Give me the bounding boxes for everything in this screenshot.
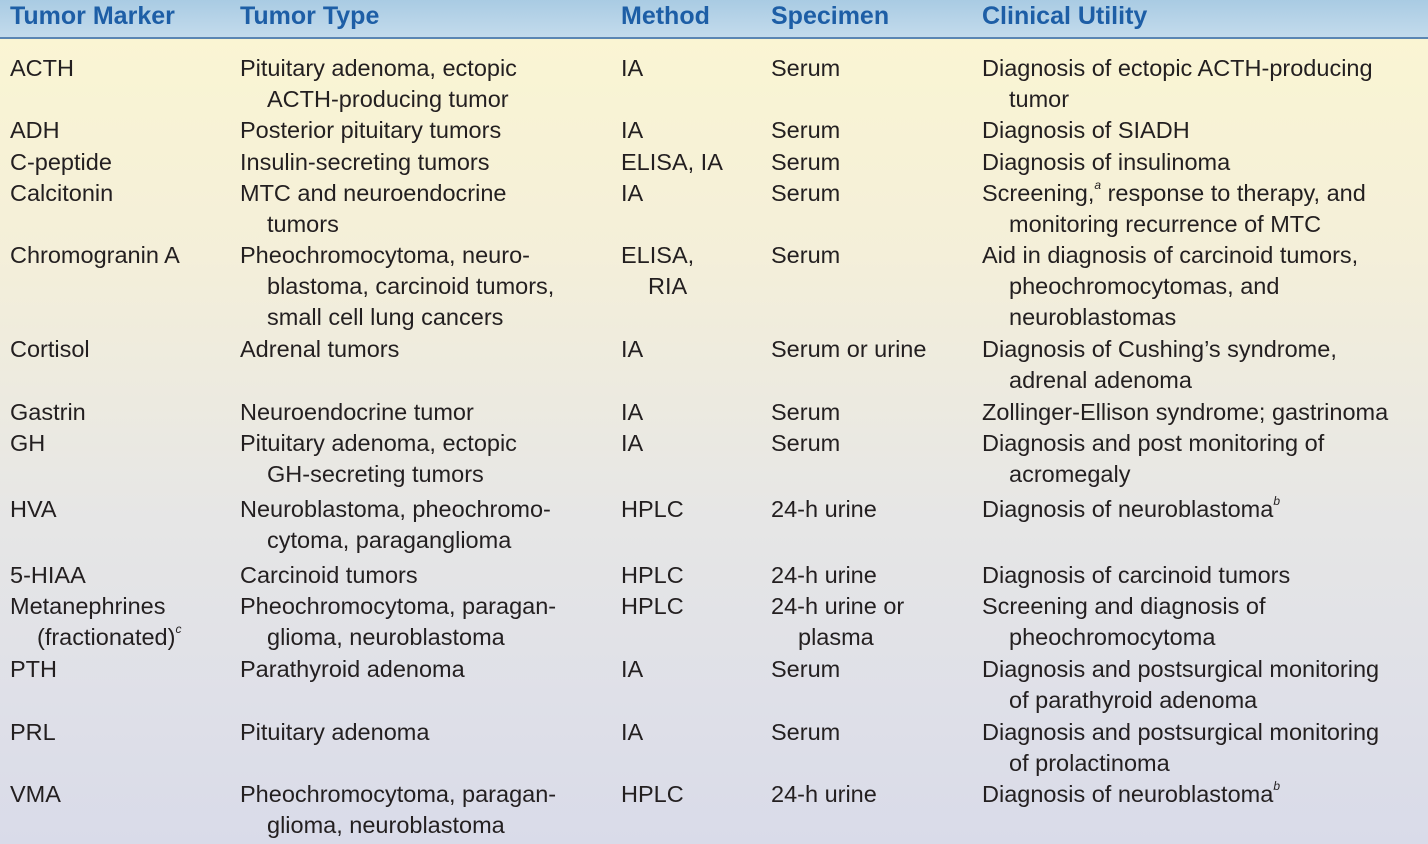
cell-tumor-type: [240, 115, 501, 146]
cell-line: [10, 334, 90, 365]
cell-line: [10, 53, 74, 84]
cell-text: Diagnosis and postsurgical monitoring: [982, 719, 1380, 745]
cell-line: [771, 240, 840, 271]
cell-text: glioma, neuroblastoma: [267, 812, 505, 838]
cell-line: [240, 654, 465, 685]
cell-line: [621, 334, 643, 365]
cell-text: HPLC: [621, 562, 684, 588]
cell-line: [982, 622, 1266, 653]
cell-text: IA: [621, 656, 644, 682]
cell-line: [240, 525, 551, 556]
cell-text: IA: [621, 336, 644, 362]
cell-text: Serum: [771, 399, 841, 425]
cell-line: [982, 334, 1337, 365]
cell-line: [240, 560, 418, 591]
cell-method: [621, 397, 643, 428]
cell-clinical-utility: [982, 428, 1324, 490]
cell-clinical-utility: [982, 717, 1379, 779]
cell-text: Serum: [771, 719, 841, 745]
cell-line: [771, 622, 904, 653]
cell-tumor-type: [240, 591, 556, 653]
cell-tumor-type: [240, 147, 489, 178]
cell-line: [982, 591, 1266, 622]
cell-specimen: [771, 178, 840, 209]
cell-text: Serum: [771, 656, 841, 682]
cell-line: [240, 147, 489, 178]
cell-clinical-utility: [982, 779, 1280, 810]
cell-line: [771, 591, 904, 622]
cell-specimen: [771, 428, 840, 459]
footnote-marker: b: [1273, 779, 1280, 794]
cell-line: [240, 240, 554, 271]
cell-text: ELISA, IA: [621, 149, 723, 175]
cell-text: HVA: [10, 496, 57, 522]
cell-text: RIA: [648, 273, 688, 299]
header-method: Method: [621, 2, 710, 30]
cell-text: Diagnosis of Cushing’s syndrome,: [982, 336, 1337, 362]
cell-tumor-marker: [10, 560, 86, 591]
footnote-marker: b: [1273, 494, 1280, 509]
cell-text: response to therapy, and: [1101, 180, 1366, 206]
footnote-marker: c: [175, 622, 182, 637]
cell-tumor-type: [240, 779, 556, 841]
cell-line: [982, 209, 1366, 240]
cell-specimen: [771, 717, 840, 748]
cell-text: tumors: [267, 211, 339, 237]
cell-method: [621, 560, 684, 591]
cell-line: [621, 717, 643, 748]
cell-line: [240, 115, 501, 146]
cell-text: Pituitary adenoma: [240, 719, 430, 745]
cell-tumor-marker: [10, 397, 86, 428]
cell-tumor-type: [240, 334, 399, 365]
cell-text: Screening and diagnosis of: [982, 593, 1266, 619]
cell-specimen: [771, 560, 877, 591]
cell-line: [982, 147, 1230, 178]
cell-line: [982, 302, 1358, 333]
cell-line: [240, 271, 554, 302]
cell-text: Metanephrines: [10, 593, 166, 619]
cell-line: [10, 779, 61, 810]
cell-line: [240, 209, 507, 240]
cell-clinical-utility: [982, 147, 1230, 178]
cell-line: [982, 178, 1366, 209]
cell-line: [240, 810, 556, 841]
header-tumor-type: Tumor Type: [240, 2, 380, 30]
cell-text: HPLC: [621, 593, 684, 619]
cell-line: [240, 53, 517, 84]
cell-text: Screening,: [982, 180, 1095, 206]
cell-line: [982, 365, 1337, 396]
cell-line: [982, 717, 1379, 748]
cell-line: [621, 271, 694, 302]
cell-tumor-marker: [10, 494, 57, 525]
cell-line: [982, 748, 1379, 779]
cell-text: GH: [10, 430, 46, 456]
cell-text: Cortisol: [10, 336, 90, 362]
table-header: [0, 0, 1428, 39]
cell-text: (fractionated): [37, 624, 176, 650]
cell-line: [621, 494, 684, 525]
cell-text: Serum or urine: [771, 336, 927, 362]
cell-tumor-type: [240, 494, 551, 556]
cell-line: [771, 428, 840, 459]
cell-line: [982, 560, 1290, 591]
cell-line: [621, 115, 643, 146]
cell-line: [621, 178, 643, 209]
cell-method: [621, 779, 684, 810]
cell-line: [240, 178, 507, 209]
cell-clinical-utility: [982, 494, 1280, 525]
cell-text: Adrenal tumors: [240, 336, 400, 362]
cell-text: Pheochromocytoma, paragan-: [240, 593, 557, 619]
cell-tumor-marker: [10, 178, 113, 209]
cell-line: [240, 779, 556, 810]
cell-specimen: [771, 654, 840, 685]
cell-specimen: [771, 779, 877, 810]
cell-line: [240, 459, 517, 490]
cell-specimen: [771, 53, 840, 84]
cell-tumor-type: [240, 53, 517, 115]
cell-line: [621, 240, 694, 271]
cell-specimen: [771, 115, 840, 146]
cell-text: tumor: [1009, 86, 1070, 112]
cell-text: ELISA,: [621, 242, 695, 268]
cell-text: Serum: [771, 149, 841, 175]
cell-line: [10, 115, 60, 146]
cell-text: 24-h urine: [771, 781, 877, 807]
cell-tumor-marker: [10, 115, 60, 146]
cell-line: [240, 494, 551, 525]
cell-line: [771, 560, 877, 591]
cell-line: [982, 779, 1280, 810]
cell-text: Calcitonin: [10, 180, 114, 206]
cell-text: Diagnosis of neuroblastoma: [982, 496, 1274, 522]
cell-line: [771, 717, 840, 748]
cell-text: small cell lung cancers: [267, 304, 504, 330]
cell-text: 24-h urine: [771, 562, 877, 588]
cell-line: [10, 147, 112, 178]
cell-line: [621, 147, 723, 178]
cell-text: C-peptide: [10, 149, 112, 175]
cell-line: [982, 654, 1379, 685]
cell-text: 24-h urine: [771, 496, 877, 522]
cell-text: PTH: [10, 656, 57, 682]
cell-text: Neuroendocrine tumor: [240, 399, 474, 425]
cell-tumor-type: [240, 397, 474, 428]
cell-text: Carcinoid tumors: [240, 562, 418, 588]
cell-line: [771, 779, 877, 810]
header-tumor-marker: Tumor Marker: [10, 2, 175, 30]
cell-tumor-marker: [10, 654, 57, 685]
cell-text: Serum: [771, 430, 841, 456]
footnote-marker: a: [1094, 178, 1102, 193]
cell-line: [982, 53, 1373, 84]
cell-text: Pituitary adenoma, ectopic: [240, 430, 517, 456]
cell-line: [771, 178, 840, 209]
cell-text: Pheochromocytoma, neuro-: [240, 242, 530, 268]
cell-clinical-utility: [982, 560, 1290, 591]
cell-text: acromegaly: [1009, 461, 1131, 487]
cell-text: GH-secreting tumors: [267, 461, 484, 487]
cell-text: PRL: [10, 719, 56, 745]
cell-method: [621, 178, 643, 209]
cell-specimen: [771, 334, 926, 365]
cell-text: IA: [621, 55, 644, 81]
cell-method: [621, 494, 684, 525]
cell-text: Diagnosis of SIADH: [982, 117, 1190, 143]
cell-text: MTC and neuroendocrine: [240, 180, 507, 206]
cell-line: [10, 240, 180, 271]
cell-text: glioma, neuroblastoma: [267, 624, 505, 650]
cell-clinical-utility: [982, 240, 1358, 333]
cell-specimen: [771, 397, 840, 428]
cell-text: Pituitary adenoma, ectopic: [240, 55, 517, 81]
cell-line: [621, 397, 643, 428]
cell-text: 24-h urine or: [771, 593, 905, 619]
cell-line: [771, 53, 840, 84]
cell-clinical-utility: [982, 178, 1366, 240]
cell-clinical-utility: [982, 53, 1373, 115]
cell-clinical-utility: [982, 115, 1190, 146]
cell-text: Diagnosis of ectopic ACTH-producing: [982, 55, 1373, 81]
cell-tumor-marker: [10, 147, 112, 178]
cell-text: Serum: [771, 180, 841, 206]
cell-line: [240, 428, 517, 459]
cell-tumor-type: [240, 240, 554, 333]
cell-line: [621, 560, 684, 591]
cell-line: [10, 654, 57, 685]
cell-line: [240, 717, 429, 748]
cell-text: Diagnosis of neuroblastoma: [982, 781, 1274, 807]
cell-clinical-utility: [982, 397, 1388, 428]
cell-line: [240, 591, 556, 622]
cell-line: [10, 494, 57, 525]
cell-text: Serum: [771, 117, 841, 143]
cell-clinical-utility: [982, 334, 1337, 396]
cell-text: pheochromocytomas, and: [1009, 273, 1280, 299]
cell-line: [982, 84, 1373, 115]
cell-specimen: [771, 494, 877, 525]
cell-text: HPLC: [621, 496, 684, 522]
cell-text: cytoma, paraganglioma: [267, 527, 512, 553]
cell-text: pheochromocytoma: [1009, 624, 1216, 650]
cell-text: IA: [621, 117, 644, 143]
cell-text: IA: [621, 719, 644, 745]
header-clinical-utility: Clinical Utility: [982, 2, 1148, 30]
cell-tumor-marker: [10, 53, 74, 84]
cell-text: Serum: [771, 242, 841, 268]
cell-line: [771, 115, 840, 146]
cell-line: [621, 428, 643, 459]
cell-text: Insulin-secreting tumors: [240, 149, 490, 175]
cell-line: [240, 84, 517, 115]
cell-text: Pheochromocytoma, paragan-: [240, 781, 557, 807]
cell-line: [621, 654, 643, 685]
cell-tumor-type: [240, 178, 507, 240]
cell-text: Neuroblastoma, pheochromo-: [240, 496, 551, 522]
cell-line: [982, 397, 1388, 428]
cell-line: [621, 779, 684, 810]
cell-text: IA: [621, 430, 644, 456]
cell-text: VMA: [10, 781, 61, 807]
cell-tumor-marker: [10, 428, 45, 459]
cell-text: Aid in diagnosis of carcinoid tumors,: [982, 242, 1359, 268]
cell-line: [771, 494, 877, 525]
cell-line: [10, 397, 86, 428]
cell-method: [621, 147, 723, 178]
cell-text: Serum: [771, 55, 841, 81]
cell-tumor-type: [240, 428, 517, 490]
cell-line: [10, 178, 113, 209]
cell-clinical-utility: [982, 591, 1266, 653]
cell-text: Diagnosis and postsurgical monitoring: [982, 656, 1380, 682]
cell-specimen: [771, 240, 840, 271]
cell-text: of parathyroid adenoma: [1009, 687, 1258, 713]
cell-method: [621, 115, 643, 146]
header-specimen: Specimen: [771, 2, 890, 30]
cell-text: Parathyroid adenoma: [240, 656, 465, 682]
cell-line: [982, 494, 1280, 525]
cell-line: [10, 591, 181, 622]
cell-text: Gastrin: [10, 399, 86, 425]
cell-line: [10, 560, 86, 591]
cell-line: [771, 334, 926, 365]
cell-tumor-marker: [10, 240, 180, 271]
cell-method: [621, 654, 643, 685]
cell-text: plasma: [798, 624, 874, 650]
cell-method: [621, 334, 643, 365]
cell-line: [10, 717, 56, 748]
cell-text: blastoma, carcinoid tumors,: [267, 273, 555, 299]
cell-text: ADH: [10, 117, 60, 143]
cell-specimen: [771, 147, 840, 178]
cell-text: HPLC: [621, 781, 684, 807]
cell-line: [982, 459, 1324, 490]
cell-text: ACTH: [10, 55, 74, 81]
cell-tumor-marker: [10, 779, 61, 810]
cell-text: ACTH-producing tumor: [267, 86, 509, 112]
cell-line: [240, 302, 554, 333]
cell-text: IA: [621, 399, 644, 425]
cell-line: [771, 654, 840, 685]
cell-line: [621, 591, 684, 622]
cell-method: [621, 717, 643, 748]
cell-text: 5-HIAA: [10, 562, 86, 588]
cell-clinical-utility: [982, 654, 1379, 716]
cell-tumor-type: [240, 654, 465, 685]
cell-text: Diagnosis of carcinoid tumors: [982, 562, 1291, 588]
cell-text: IA: [621, 180, 644, 206]
cell-tumor-type: [240, 560, 418, 591]
cell-line: [10, 622, 181, 653]
cell-method: [621, 240, 694, 302]
cell-line: [621, 53, 643, 84]
cell-text: monitoring recurrence of MTC: [1009, 211, 1322, 237]
cell-line: [771, 397, 840, 428]
cell-method: [621, 428, 643, 459]
cell-line: [982, 240, 1358, 271]
cell-text: Diagnosis of insulinoma: [982, 149, 1231, 175]
cell-method: [621, 591, 684, 622]
cell-text: of prolactinoma: [1009, 750, 1170, 776]
cell-text: Chromogranin A: [10, 242, 180, 268]
cell-line: [240, 334, 399, 365]
cell-tumor-marker: [10, 717, 56, 748]
cell-text: Diagnosis and post monitoring of: [982, 430, 1325, 456]
cell-text: Zollinger-Ellison syndrome; gastrinoma: [982, 399, 1389, 425]
cell-line: [10, 428, 45, 459]
cell-method: [621, 53, 643, 84]
cell-line: [982, 428, 1324, 459]
cell-tumor-type: [240, 717, 429, 748]
cell-text: neuroblastomas: [1009, 304, 1177, 330]
cell-line: [982, 115, 1190, 146]
cell-line: [240, 397, 474, 428]
cell-line: [982, 271, 1358, 302]
cell-tumor-marker: [10, 591, 181, 653]
cell-line: [982, 685, 1379, 716]
cell-line: [771, 147, 840, 178]
cell-text: adrenal adenoma: [1009, 367, 1192, 393]
cell-tumor-marker: [10, 334, 90, 365]
cell-specimen: [771, 591, 904, 653]
cell-text: Posterior pituitary tumors: [240, 117, 502, 143]
cell-line: [240, 622, 556, 653]
